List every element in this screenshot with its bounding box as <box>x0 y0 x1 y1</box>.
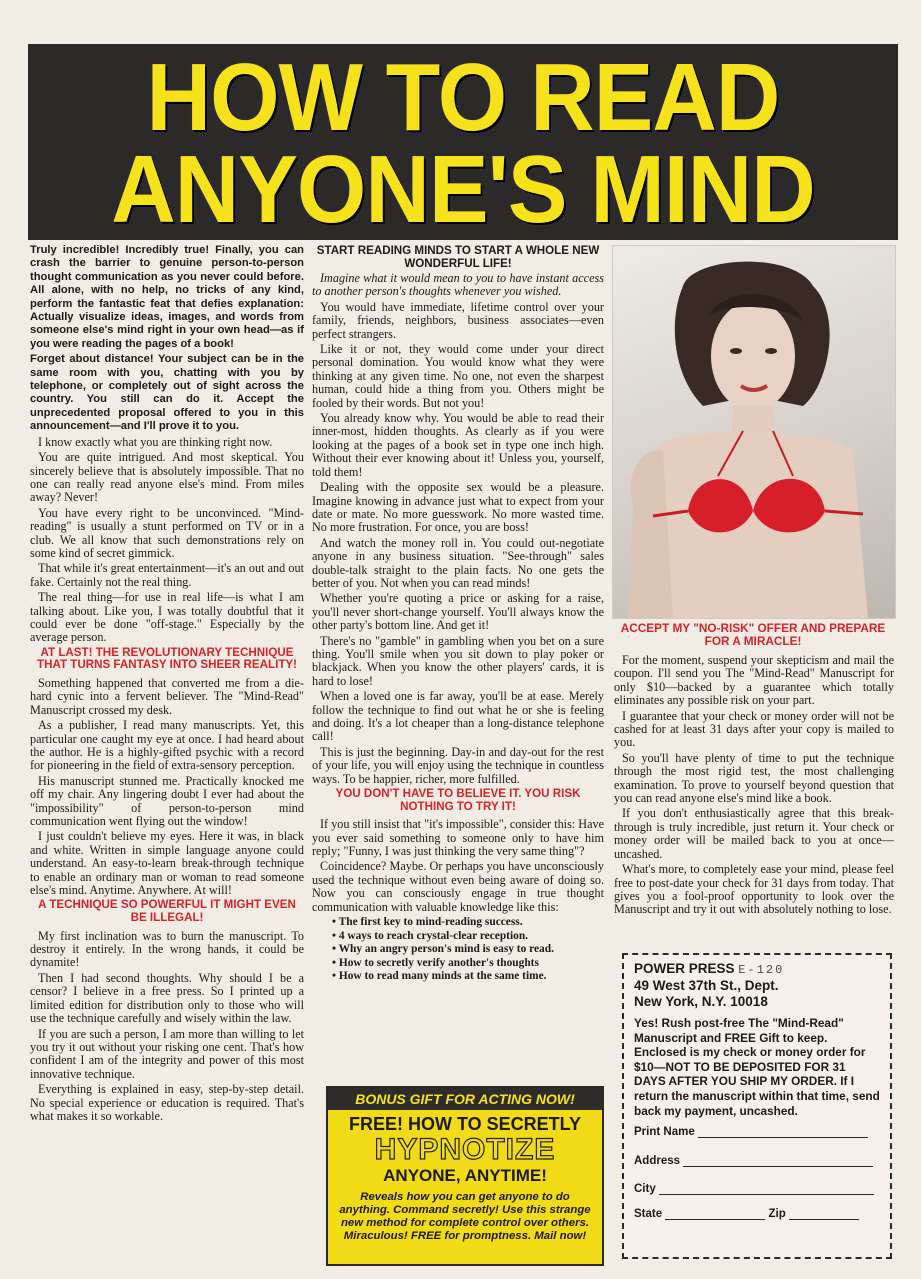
city-field[interactable] <box>634 1182 880 1195</box>
zip-label: Zip <box>768 1208 786 1220</box>
state-zip-field[interactable] <box>634 1207 880 1220</box>
column-middle <box>312 244 604 987</box>
body-paragraph: When a loved one is far away, you'll be at ease. Merely follow the technique to find out what he or she is feeling and doing. It's a lot cheaper than a long-distance telephone call! <box>312 689 604 744</box>
company-name: POWER PRESS <box>634 961 735 976</box>
print-name-line[interactable] <box>698 1125 868 1138</box>
subhead-illegal: A TECHNIQUE SO POWERFUL IT MIGHT EVEN BE ILLEGAL! <box>38 898 296 925</box>
model-photo <box>612 245 896 619</box>
body-paragraph: This is just the beginning. Day-in and day-out for the rest of your life, you will enjoy using the technique in countless ways. To be happier, richer, more fulfilled. <box>312 744 604 786</box>
subhead-risk-nothing: YOU DON'T HAVE TO BELIEVE IT. YOU RISK NOTHING TO TRY IT! <box>335 787 581 813</box>
city-label: City <box>634 1183 656 1195</box>
state-label: State <box>634 1208 663 1220</box>
department-code: E-120 <box>738 963 785 977</box>
headline-banner <box>28 44 898 243</box>
body-paragraph: I just couldn't believe my eyes. Here it was, in black and white. Written in simple language anyone could understand. An easy-to-learn break-through technique to enable an ordinary man or woman to read someone else's mind. Anytime. Anywhere. At will! <box>30 829 304 898</box>
body-paragraph: If you are such a person, I am more than willing to let you try it out without your risking one cent. That's how confident I am of the integrity and power of this most innovative technique. <box>30 1026 304 1081</box>
body-paragraph: I guarantee that your check or money order will not be cashed for at least 31 days after your copy is mailed to you. <box>614 708 894 750</box>
body-paragraph: Whether you're quoting a price or asking for a raise, you'll never short-change yourself. You'll always know the other party's bottom line. And get it! <box>312 591 604 633</box>
headline-line-1: HOW TO READ <box>146 44 780 151</box>
city-address: New York, N.Y. 10018 <box>634 994 768 1009</box>
benefit-list <box>332 916 604 984</box>
body-paragraph: My first inclination was to burn the manuscript. To destroy it entirely. In the wrong hands, it could be dynamite! <box>30 928 304 970</box>
street-address: 49 West 37th St., Dept. <box>634 978 779 993</box>
body-paragraph: There's no "gamble" in gambling when you bet on a sure thing. You'll smile when you sit down to play poker or blackjack. When you know the other players' cards, it is hard to lose! <box>312 633 604 688</box>
body-paragraph: You are quite intrigued. And most skeptical. You sincerely believe that is absolutely impossible. That no one can really read anyone else's mind. From miles away? Never! <box>30 450 304 505</box>
list-item: • Why an angry person's mind is easy to read. <box>332 943 604 957</box>
body-paragraph: And watch the money roll in. You could out-negotiate anyone in any business situation. "See-through" sales double-talk straight to the plain facts. No one gets the better of you. Not when you can read minds! <box>312 535 604 590</box>
body-paragraph: Imagine what it would mean to you to have instant access to another person's thoughts whenever you wished. <box>312 271 604 299</box>
body-paragraph: For the moment, suspend your skepticism and mail the coupon. I'll send you The "Mind-Read" Manuscript for only $10—backed by a guarantee which totally eliminates any possible risk on your part. <box>614 653 894 708</box>
coupon-address <box>634 961 890 1010</box>
body-paragraph: Like it or not, they would come under your direct personal domination. You would know what they were thinking at any given time. No one, not even the sharpest human, could hide a thing from you. Others might be fooled by their words. But not you! <box>312 342 604 410</box>
bonus-gift-description: Reveals how you can get anyone to do anything. Command secretly! Use this strange new method for complete control over others. Miraculous! FREE for promptness. Mail now! <box>339 1191 591 1242</box>
list-item: • How to secretly verify another's thoughts <box>332 957 604 971</box>
body-paragraph: You have every right to be unconvinced. "Mind-reading" is usually a stunt performed on TV or in a club. We all know that such demonstrations rely on some kind of secret gimmick. <box>30 505 304 560</box>
coupon-message: Yes! Rush post-free The "Mind-Read" Manuscript and FREE Gift to keep. Enclosed is my check or money order for $10—NOT TO BE DEPOSITED FOR 31 DAYS AFTER YOU SHIP MY ORDER. If I return the manuscript within that time, send back my payment, uncashed. <box>634 1016 880 1118</box>
intro-paragraph: Truly incredible! Incredibly true! Finally, you can crash the barrier to genuine person-to-person thought communication as you never could before. All alone, with no help, no tricks of any kind, perform the fantastic feat that defies explanation: Actually visualize ideas, images, and words from someone else's mind right in your own head—as if you were reading the pages of a book! <box>30 244 304 350</box>
address-line[interactable] <box>683 1154 873 1167</box>
body-paragraph: So you'll have plenty of time to put the technique through the most rigid test, the most challenging examination. To prove to yourself beyond question that you can read anyone else's mind like a book. <box>614 750 894 806</box>
state-line[interactable] <box>665 1207 765 1220</box>
offer-caption: ACCEPT MY "NO-RISK" OFFER AND PREPARE FOR A MIRACLE! <box>620 621 886 648</box>
bonus-gift-box <box>326 1086 604 1266</box>
column-left <box>30 244 304 1125</box>
address-field[interactable] <box>634 1154 880 1167</box>
body-paragraph: Dealing with the opposite sex would be a pleasure. Imagine knowing in advance just what to expect from your date or mate. No more guesswork. No more wasted time. No more frustration. For once, you are boss! <box>312 480 604 535</box>
body-paragraph: If you still insist that "it's impossible", consider this: Have you ever said something to someone only to have him reply; "Funny, I was just thinking the very same thing"? <box>312 817 604 859</box>
body-paragraph: I know exactly what you are thinking right now. <box>38 434 273 449</box>
body-paragraph: As a publisher, I read many manuscripts. Yet, this particular one caught my eye at once. I had heard about the author. He is a highly-gifted psychic with a record for pioneering in the field of extra-sensory perception. <box>30 718 304 773</box>
body-paragraph: Coincidence? Maybe. Or perhaps you have unconsciously used the technique without even being aware of doing so. Now you can consciously engage in true thought communication with valuable knowledge like this: <box>312 859 604 914</box>
zip-line[interactable] <box>789 1207 859 1220</box>
bonus-gift-title: FREE! HOW TO SECRETLY <box>348 1114 582 1134</box>
city-line[interactable] <box>659 1182 874 1195</box>
bonus-gift-bar: BONUS GIFT FOR ACTING NOW! <box>328 1088 602 1110</box>
address-label: Address <box>634 1155 681 1167</box>
body-paragraph: Then I had second thoughts. Why should I be a censor? I believe in a free press. So I printed up a limited edition for distribution only to those who will use the technique carefully and wisely within the law. <box>30 970 304 1026</box>
body-paragraph: If you don't enthusiastically agree that this break-through is truly incredible, just return it. Your check or money order will be mailed back to you at once—uncashed. <box>614 806 894 861</box>
order-coupon <box>622 953 892 1259</box>
list-item: • The first key to mind-reading success. <box>332 916 604 930</box>
body-paragraph: What's more, to completely ease your mind, please feel free to post-date your check for 31 days from today. That gives you a fool-proof opportunity to look over the Manuscript and try it out with absolutely nothing to lose. <box>614 862 894 917</box>
body-paragraph: Everything is explained in easy, step-by-step detail. No special experience or education is required. That's what makes it so workable. <box>30 1082 304 1123</box>
body-paragraph: That while it's great entertainment—it's an out and out fake. Certainly not the real thing. <box>30 561 304 589</box>
print-name-field[interactable] <box>634 1125 880 1138</box>
subhead-start-reading: START READING MINDS TO START A WHOLE NEW WONDERFUL LIFE! <box>316 244 600 270</box>
bonus-gift-subtitle: ANYONE, ANYTIME! <box>383 1166 547 1185</box>
body-paragraph: You already know why. You would be able to read their inner-most, hidden thoughts. As clearly as if you were looking at the pages of a book set in type one inch high. Without their ever knowing about it! Unless you, yourself, told them! <box>312 411 604 479</box>
list-item: • How to read many minds at the same time. <box>332 970 604 984</box>
model-illustration <box>613 246 895 618</box>
body-paragraph: You would have immediate, lifetime control over your family, friends, neighbors, business associates—even perfect strangers. <box>312 299 604 341</box>
body-paragraph: The real thing—for use in real life—is what I am talking about. Like you, I was totally doubtful that it could ever be done "off-stage." Especially by the average person. <box>30 590 304 645</box>
body-paragraph: His manuscript stunned me. Practically knocked me off my chair. Any lingering doubt I ever had about the "impossibility" of person-to-person mind communication went flying out the window! <box>30 773 304 829</box>
column-right <box>614 654 894 919</box>
bonus-gift-hypnotize: HYPNOTIZE <box>374 1133 556 1166</box>
list-item: • 4 ways to reach crystal-clear reception. <box>332 930 604 944</box>
subhead-revolutionary: AT LAST! THE REVOLUTIONARY TECHNIQUE THAT TURNS FANTASY INTO SHEER REALITY! <box>36 645 297 672</box>
body-paragraph: Something happened that converted me from a die-hard cynic into a fervent believer. The "Mind-Read" Manuscript crossed my desk. <box>30 675 304 717</box>
distance-paragraph: Forget about distance! Your subject can be in the same room with you, chatting with you by telephone, or completely out of sight across the country. You still can do it. Accept the unprecedented proposal offered to you in this announcement—and I'll prove it to you. <box>30 353 304 433</box>
headline-line-2: ANYONE'S MIND <box>111 136 815 243</box>
print-name-label: Print Name <box>634 1126 695 1138</box>
